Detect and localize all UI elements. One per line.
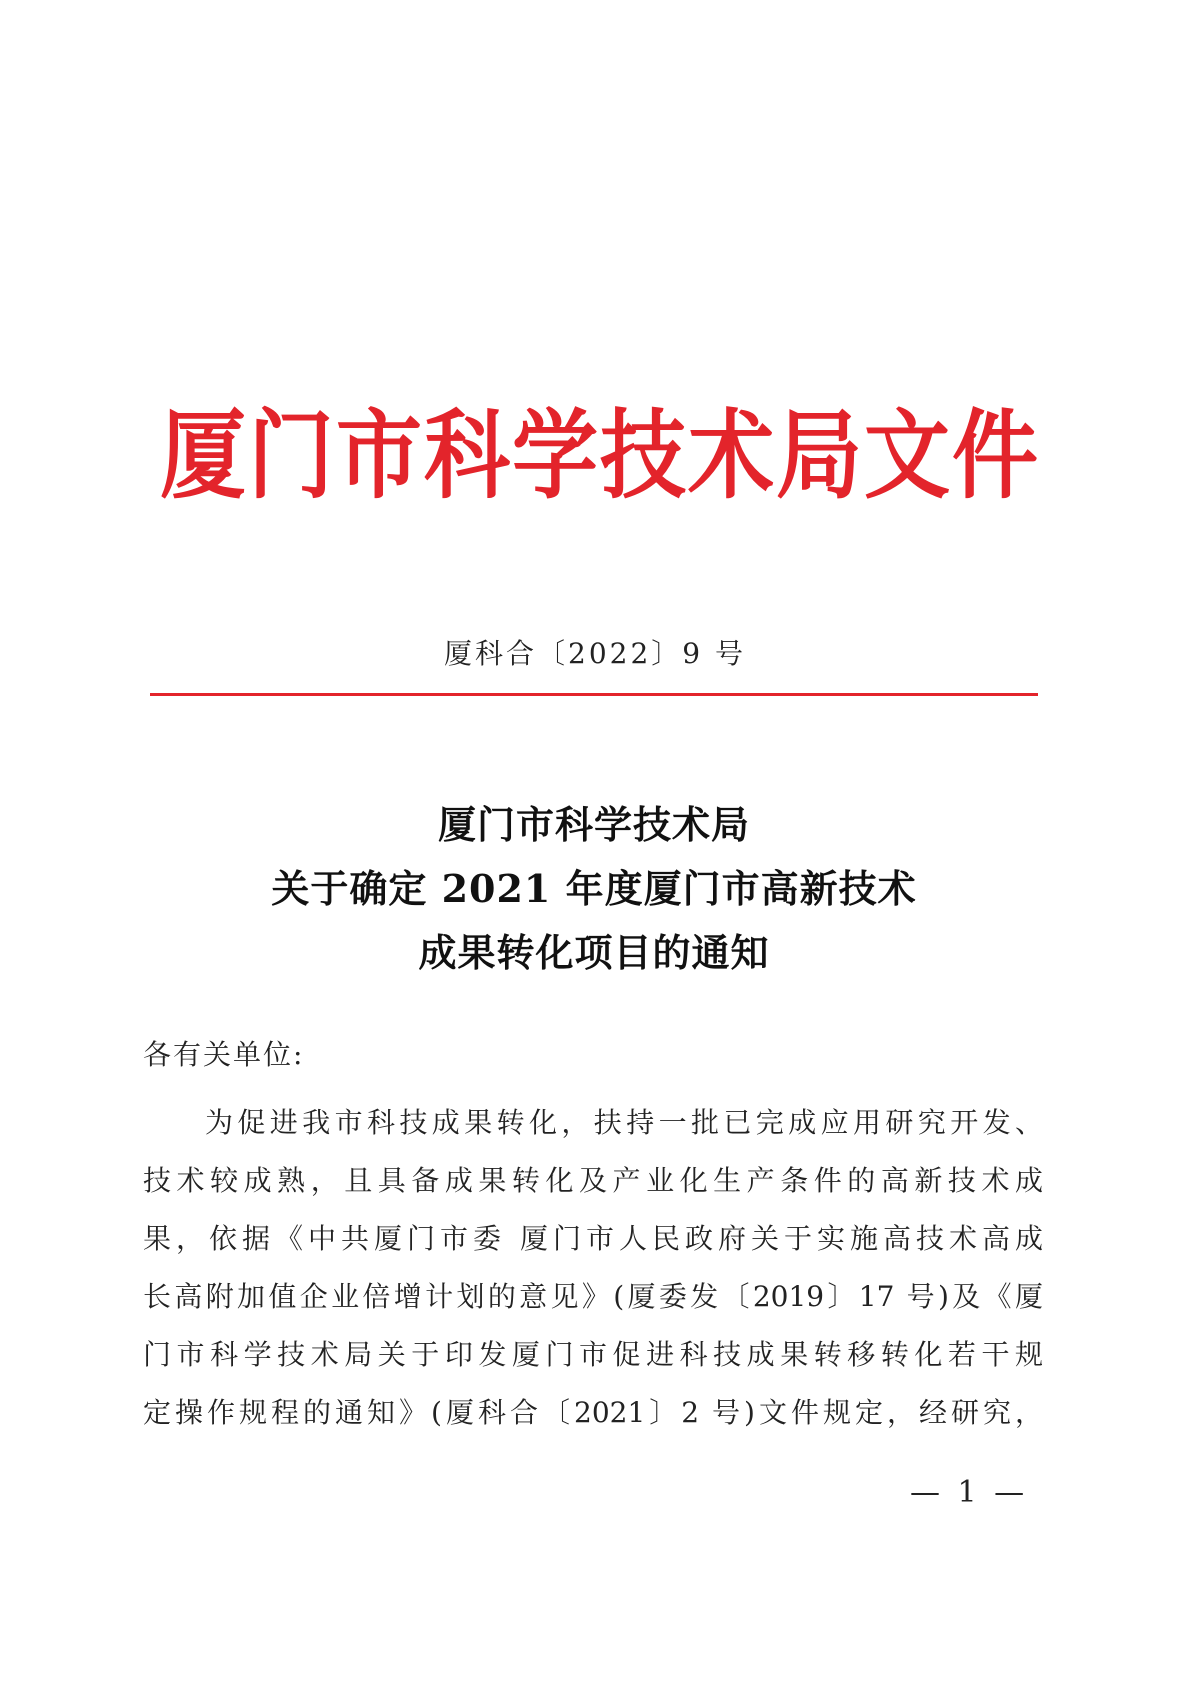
red-divider-rule — [150, 693, 1038, 696]
body-line: 长高附加值企业倍增计划的意见》(厦委发〔2019〕17 号)及《厦 — [143, 1280, 1043, 1313]
issuer-banner: 厦门市科学技术局文件 — [160, 400, 1040, 513]
page-number: — 1 — — [910, 1475, 1029, 1510]
title-line: 关于确定 2021 年度厦门市高新技术 — [271, 866, 917, 911]
body-line: 定操作规程的通知》(厦科合〔2021〕2 号)文件规定，经研究， — [143, 1396, 1043, 1429]
title-line: 成果转化项目的通知 — [418, 930, 770, 975]
body-paragraph — [143, 1094, 1043, 1442]
salutation: 各有关单位: — [143, 1038, 305, 1071]
body-line: 门市科学技术局关于印发厦门市促进科技成果转移转化若干规 — [143, 1338, 1043, 1371]
title-line: 厦门市科学技术局 — [437, 802, 750, 847]
body-line: 为促进我市科技成果转化，扶持一批已完成应用研究开发、 — [205, 1106, 1043, 1139]
document-title — [150, 793, 1038, 985]
body-line: 技术较成熟，且具备成果转化及产业化生产条件的高新技术成 — [143, 1164, 1043, 1197]
body-line: 果，依据《中共厦门市委 厦门市人民政府关于实施高技术高成 — [143, 1222, 1043, 1255]
document-number: 厦科合〔2022〕9 号 — [444, 637, 746, 670]
